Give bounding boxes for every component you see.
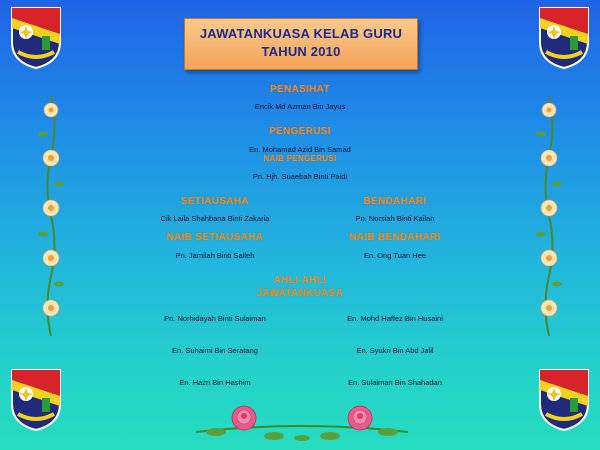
bendahari-heading: BENDAHARI (363, 196, 427, 207)
ahli-heading: AHLI-AHLI (273, 275, 327, 286)
member-name: En. Suhaimi Bin Seratang (172, 346, 258, 355)
pengerusi-heading: PENGERUSI (269, 126, 331, 137)
school-crest-icon (536, 4, 592, 70)
title-line-2: TAHUN 2010 (261, 44, 341, 59)
penasihat-name: Encik Md Azman Bin Jayus (254, 102, 346, 111)
naib-setiausaha-heading: NAIB SETIAUSAHA (166, 232, 264, 243)
roses-decoration-icon (196, 398, 408, 444)
title-box (184, 18, 418, 70)
flower-vine-icon (36, 96, 66, 336)
setiausaha-heading: SETIAUSAHA (180, 196, 249, 207)
flower-vine-icon (534, 96, 564, 336)
naib-bendahari-name: En. Ong Tuan Hee (363, 251, 427, 260)
penasihat-heading: PENASIHAT (270, 84, 330, 95)
member-name: Pn. Norhidayah Binti Sulaiman (164, 314, 266, 323)
member-name: En. Mohd Haffez Bin Husaini (347, 314, 443, 323)
school-crest-icon (8, 4, 64, 70)
naib-bendahari-heading: NAIB BENDAHARI (349, 232, 441, 243)
bendahari-name: Pn. Norsiah Binti Kailan (355, 214, 435, 223)
school-crest-icon (536, 366, 592, 432)
member-name: En. Syukri Bin Abd Jalil (356, 346, 434, 355)
naib-pengerusi-name: Pn. Hjh. Suaebah Binti Paidi (252, 172, 348, 181)
member-name: En. Hazri Bin Hashim (179, 378, 251, 387)
pengerusi-name: En. Mohamad Azid Bin Samad (249, 145, 351, 154)
naib-pengerusi-heading: NAIB PENGERUSI (263, 154, 337, 163)
jawatankuasa-heading: JAWATANKUASA (256, 288, 344, 299)
title-line-1: JAWATANKUASA KELAB GURU (199, 26, 403, 41)
member-name: En. Sulaiman Bin Shahadan (348, 378, 442, 387)
setiausaha-name: Cik Laila Shahbana Binti Zakaria (160, 214, 270, 223)
naib-setiausaha-name: Pn. Jamilah Binti Salleh (175, 251, 255, 260)
school-crest-icon (8, 366, 64, 432)
